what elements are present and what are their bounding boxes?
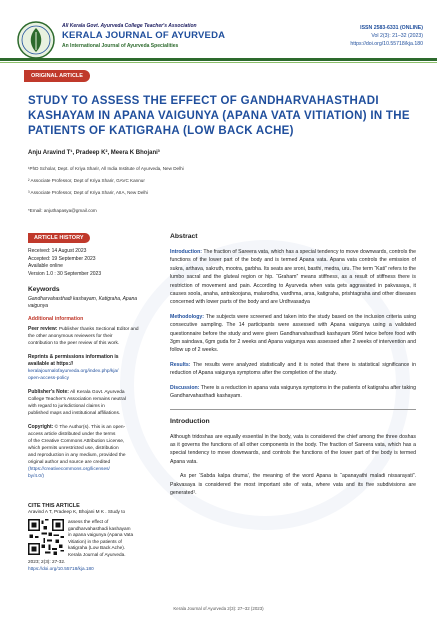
additional-info-heading: Additional information xyxy=(28,316,84,323)
license-link[interactable]: (https://creativecommons.org/licenses/ xyxy=(28,467,110,473)
author-list: Anju Aravind T¹, Pradeep K², Meera K Bhojani³ xyxy=(28,150,160,156)
doi-link[interactable]: https://doi.org/10.55718/kja.180 xyxy=(350,41,423,47)
main-content xyxy=(170,233,416,503)
section-divider xyxy=(170,409,416,410)
affiliation-3: ³ Associate Professor, Dept of Kriya Sharir, AIIA, New Delhi xyxy=(28,190,148,195)
license-link-cont[interactable]: by/4.0/) xyxy=(28,474,44,480)
affiliation-2: ² Associate Professor, Dept of Kriya Sharir, GAVC Kannur xyxy=(28,178,145,183)
volume-info: Vol 2(3): 21–32 (2023) xyxy=(371,33,423,39)
reprints-link[interactable]: keralajournalofayurveda.org/index.php/kja/ xyxy=(28,369,119,375)
accepted-date: Accepted: 19 September 2023 xyxy=(28,255,96,262)
publisher-note: Publisher's Note: All Kerala Govt. Ayurveda College Teacher's Association remains neutral with regard to jurisdictional claims in published maps and institutional affiliations. xyxy=(28,389,126,417)
journal-subtitle: An International Journal of Ayurveda Specialities xyxy=(62,43,179,49)
cite-heading: CITE THIS ARTICLE xyxy=(28,503,80,509)
journal-header xyxy=(0,0,437,79)
keywords-heading: Keywords xyxy=(28,286,60,294)
keywords-list: Gandharvahasthadi kashayam, Katigraha, Apana vaigunya xyxy=(28,296,138,310)
affiliation-1: ¹PhD Scholar, Dept. of Kriya Sharir, All India Institute of Ayurveda, New Delhi xyxy=(28,166,184,171)
header-rule-thin xyxy=(0,62,437,63)
issn: ISSN 2583-6331 (ONLINE) xyxy=(360,25,423,31)
cite-line-1: Aravind A T, Pradeep K, Bhojani M K . Study to xyxy=(28,509,126,514)
journal-name: KERALA JOURNAL OF AYURVEDA xyxy=(62,30,226,41)
introduction-heading: Introduction xyxy=(170,417,210,425)
introduction-paragraph-1: Although tridoshas are equally essential in the body, vata is considered the chief among the three doshas as it governs the functions of all other components in the body. The fraction of Sareera vata, which has a special tendency to move downwards, and controls the functions of the lower part of the body is termed Apana vata. xyxy=(170,433,416,465)
introduction-paragraph-2: As per ‘Sabda kalpa druma’, the meaning of the word Apana is “apanayathi maladi nissarayati”. Pakvasaya is considered the most important site of vata, where vata and its five subdivisions are generated¹. xyxy=(170,473,416,496)
available-online: Available online xyxy=(28,263,63,270)
reprints-note: Reprints & permissions information is available at https:// keralajournalofayurveda.org/index.php/kja/ open-access-policy xyxy=(28,354,119,382)
cite-this-article xyxy=(28,503,154,571)
received-date: Received: 14 August 2023 xyxy=(28,248,87,254)
sidebar-info xyxy=(28,226,154,480)
cite-issue: 2023; 2(3): 27-32. xyxy=(28,559,66,564)
article-type-badge: ORIGINAL ARTICLE xyxy=(24,70,90,82)
author-email[interactable]: *Email: anjuthapasya@gmail.com xyxy=(28,208,97,213)
header-rule xyxy=(0,58,437,61)
cite-text: assess the effect of gandharvahasthadi kashayam in apana vaigunya (Apana Vata Vitiation) in the patients of katigraha (Low Back Ache). Kerala Journal of Ayurveda. xyxy=(68,519,134,557)
article-title: STUDY TO ASSESS THE EFFECT OF GANDHARVAHASTHADI KASHAYAM IN APANA VAIGUNYA (APANA VATA VITIATION) IN THE PATIENTS OF KATIGRAHA (LOW BACK ACHE) xyxy=(28,95,410,137)
reprints-link-cont[interactable]: open-access-policy xyxy=(28,376,70,382)
abstract-discussion: Discussion: There is a reduction in apana vata vaigunya symptoms in the patients of katigraha after taking Gandharvahasthadi kashayam. xyxy=(170,384,416,400)
abstract-methodology: Methodology: The subjects were screened and taken into the study based on the inclusion criteria using consecutive sampling. The 14 participants were assessed with Apana vaigunya using a validated questionnaire before the study and were given Gandharvahasthadi kashayam 96ml twice before food with 3gm saindava, 6gm guda for 2 weeks and Apana vaigunya was assessed after 2 weeks of intervention and follow up of 2 weeks. xyxy=(170,313,416,354)
abstract-heading: Abstract xyxy=(170,233,198,240)
qr-code-icon[interactable] xyxy=(28,519,64,555)
journal-logo-icon xyxy=(16,20,56,60)
peer-review-note: Peer review: Publisher thanks Sectional Editor and the other anonymous reviewers for their contribution to the peer review of this work. xyxy=(28,326,139,347)
version-date: Version 1.0 : 30 September 2023 xyxy=(28,270,102,277)
cite-doi-link[interactable]: https://doi.org/10.55718/kja.180 xyxy=(28,566,94,571)
abstract-introduction: Introduction: The fraction of Sareera vata, which has a special tendency to move downwards, controls the functions of the lower part of the body and is termed Apana vata. Apana vata controls the emission of sukra, arthava, sakruth, mootra, garbha. Its seats are sroni, basthi, medra, uru. The term “Kati” refers to the lumbo sacral and the gluteal region or hip. “Graham” means stiffness, as a result of stiffness there is restriction of movement and pain. According to Ayurveda when vata gets aggravated in pakvasaya, it causes soola, anaha, antrakoojana, malarodha, vardhma, arsa, katigraha, prishtagraha and other diseases concerned with lower parts of the body and are Urdhvasadya xyxy=(170,249,416,306)
article-history-badge: ARTICLE HISTORY xyxy=(28,233,90,243)
page-footer: Kerala Journal of Ayurveda 2(3): 27–32 (2023) xyxy=(173,606,264,611)
association-name: All Kerala Govt. Ayurveda College Teacher's Association xyxy=(62,23,197,29)
abstract-results: Results: The results were analyzed statistically and it is noted that there is statistical significance in reduction of Apana vaigunya symptoms after the completion of the study. xyxy=(170,361,416,377)
copyright-note: Copyright: © The Author(s). This is an open- access article distributed under the terms of the Creative Commons Attribution License, which permits unrestricted use, distribution and reproduction in any medium, provided the original author and source are credited (https://creativecommons.org/licenses/ by/4.0/) xyxy=(28,424,126,480)
